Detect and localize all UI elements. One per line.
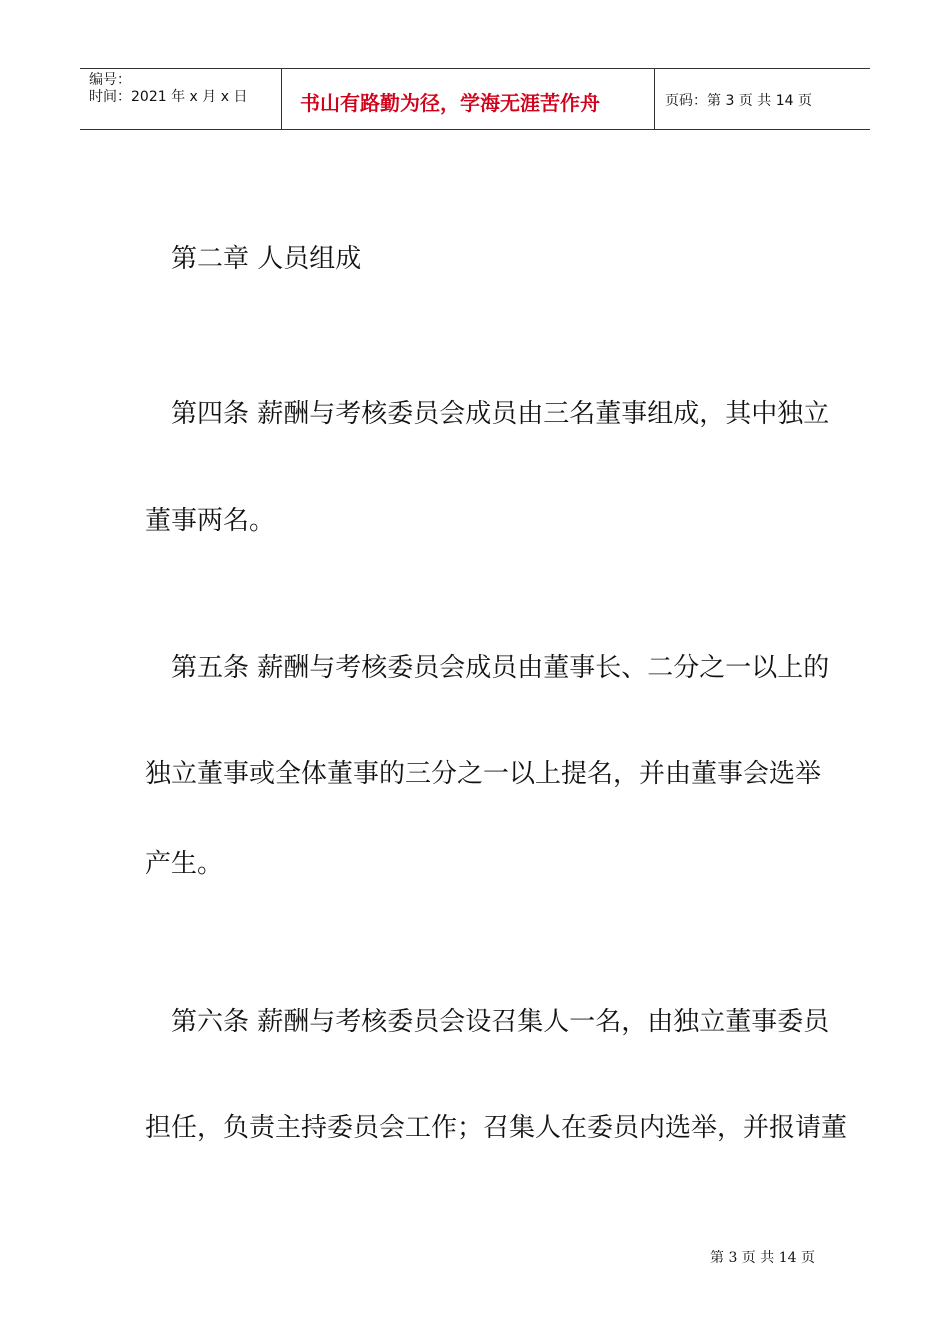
- article4-line2: 董事两名。: [145, 506, 276, 536]
- header-motto: 书山有路勤为径，学海无涯苦作舟: [300, 91, 600, 115]
- article5-line3: 产生。: [145, 849, 224, 879]
- article6-line1: 第六条 薪酬与考核委员会设召集人一名，由独立董事委员: [171, 1007, 830, 1037]
- header-page-code: 页码：第 3 页 共 14 页: [665, 93, 812, 109]
- document-number-label: 编号：: [89, 72, 131, 88]
- chapter-title: 第二章 人员组成: [171, 244, 362, 274]
- article5-line2: 独立董事或全体董事的三分之一以上提名，并由董事会选举: [145, 759, 822, 789]
- article6-line2: 担任，负责主持委员会工作；召集人在委员内选举，并报请董: [145, 1113, 848, 1143]
- header-meta-cell: [80, 69, 282, 129]
- document-time-label: 时间：2021 年 x 月 x 日: [89, 89, 248, 105]
- header-motto-cell: [282, 69, 655, 129]
- header-page-cell: [655, 69, 870, 129]
- page-header: [80, 68, 870, 130]
- page-footer: 第 3 页 共 14 页: [710, 1250, 815, 1266]
- article5-line1: 第五条 薪酬与考核委员会成员由董事长、二分之一以上的: [171, 653, 830, 683]
- article4-line1: 第四条 薪酬与考核委员会成员由三名董事组成，其中独立: [171, 399, 830, 429]
